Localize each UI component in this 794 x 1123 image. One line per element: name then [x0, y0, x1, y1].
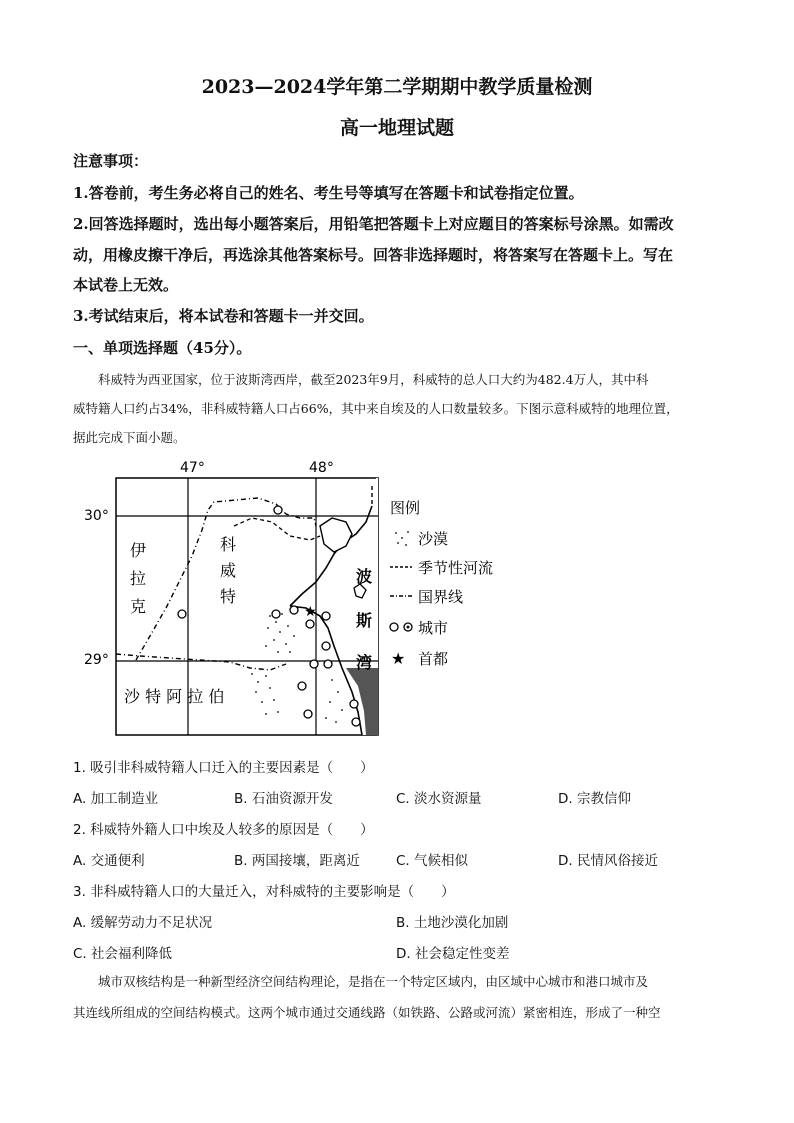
longitude-47-label: 47° [180, 460, 205, 476]
svg-text:波: 波 [356, 567, 373, 586]
city-marker [274, 506, 282, 514]
capital-star-icon: ★ [304, 604, 317, 620]
q2-option-a[interactable]: A. 交通便利 [73, 853, 145, 869]
passage-2-line-2: 其连线所组成的空间结构模式。这两个城市通过交通线路（如铁路、公路或河流）紧密相连，形成了一种空 [73, 1005, 661, 1020]
kuwait-label [220, 535, 236, 606]
city-marker [306, 620, 314, 628]
svg-text:拉: 拉 [130, 569, 147, 588]
q1-option-b[interactable]: B. 石油资源开发 [234, 791, 333, 807]
city-marker [304, 710, 312, 718]
notice-item-3: 3.考试结束后，将本试卷和答题卡一并交回。 [73, 307, 374, 325]
passage-1-line-2: 威特籍人口约占34%，非科威特籍人口占66%，其中来自埃及的人口数量较多。下图示意科威特的地理位置， [73, 401, 679, 416]
q3-option-c[interactable]: C. 社会福利降低 [73, 946, 173, 962]
iraq-label [130, 541, 146, 616]
latitude-30-label: 30° [84, 508, 109, 524]
q1-option-a[interactable]: A. 加工制造业 [73, 791, 159, 807]
city-marker [322, 612, 330, 620]
legend-river-label: 季节性河流 [418, 559, 494, 577]
legend-border-label: 国界线 [418, 588, 464, 606]
q3-option-d[interactable]: D. 社会稳定性变差 [396, 946, 510, 962]
passage-1-line-3: 据此完成下面小题。 [73, 430, 186, 445]
svg-text:斯: 斯 [356, 611, 373, 630]
exam-subtitle: 高一地理试题 [339, 117, 454, 139]
svg-text:伊: 伊 [130, 541, 147, 560]
legend-desert-label: 沙漠 [418, 530, 449, 548]
city-marker [178, 610, 186, 618]
city-marker [324, 660, 332, 668]
question-1-stem: 1. 吸引非科威特籍人口迁入的主要因素是（ ） [73, 760, 374, 776]
notice-item-2-line-1: 2.回答选择题时，选出每小题答案后，用铅笔把答题卡上对应题目的答案标号涂黑。如需改 [73, 215, 674, 233]
legend-title: 图例 [390, 499, 421, 517]
legend-capital-label: 首都 [418, 650, 449, 668]
passage-1-line-1: 科威特为西亚国家，位于波斯湾西岸，截至2023年9月，科威特的总人口大约为482.4万人，其中科 [98, 372, 649, 387]
notice-item-2-line-2: 动，用橡皮擦干净后，再选涂其他答案标号。回答非选择题时，将答案写在答题卡上。写在 [73, 246, 674, 264]
section-heading: 一、单项选择题（45分）。 [73, 339, 252, 357]
latitude-29-label: 29° [84, 652, 109, 668]
legend-capital-icon: ★ [391, 649, 406, 668]
legend-city-label: 城市 [418, 619, 449, 637]
svg-text:威: 威 [220, 561, 237, 580]
legend-city-icon [390, 623, 398, 631]
svg-text:科: 科 [220, 535, 237, 554]
passage-2-line-1: 城市双核结构是一种新型经济空间结构理论，是指在一个特定区域内，由区域中心城市和港口城市及 [98, 974, 649, 989]
q1-option-c[interactable]: C. 淡水资源量 [396, 791, 482, 807]
kuwait-location-map [80, 456, 540, 746]
q2-option-b[interactable]: B. 两国接壤，距离近 [234, 853, 360, 869]
svg-text:克: 克 [130, 597, 147, 616]
saudi-arabia-label: 沙 特 阿 拉 伯 [124, 687, 225, 706]
city-marker [272, 610, 280, 618]
city-marker [298, 682, 306, 690]
q3-option-a[interactable]: A. 缓解劳动力不足状况 [73, 915, 213, 931]
city-marker [352, 718, 360, 726]
city-marker [310, 660, 318, 668]
q2-option-c[interactable]: C. 气候相似 [396, 853, 469, 869]
map-legend [390, 499, 493, 668]
notice-item-1: 1.答卷前，考生务必将自己的姓名、考生号等填写在答题卡和试卷指定位置。 [73, 184, 584, 202]
exam-title: 2023—2024学年第二学期期中教学质量检测 [201, 76, 593, 98]
svg-text:特: 特 [220, 587, 237, 606]
question-2-stem: 2. 科威特外籍人口中埃及人较多的原因是（ ） [73, 822, 374, 838]
question-3-stem: 3. 非科威特籍人口的大量迁入，对科威特的主要影响是（ ） [73, 884, 455, 900]
q3-option-b[interactable]: B. 土地沙漠化加剧 [396, 915, 509, 931]
legend-desert-icon [395, 531, 409, 546]
q2-option-d[interactable]: D. 民情风俗接近 [558, 853, 658, 869]
city-marker [322, 642, 330, 650]
notice-heading: 注意事项： [73, 152, 149, 170]
longitude-48-label: 48° [309, 460, 334, 476]
city-marker [290, 606, 298, 614]
q1-option-d[interactable]: D. 宗教信仰 [558, 791, 631, 807]
persian-gulf-label [356, 567, 372, 672]
notice-item-2-line-3: 本试卷上无效。 [73, 276, 179, 294]
city-marker [350, 700, 358, 708]
svg-text:湾: 湾 [356, 653, 373, 672]
